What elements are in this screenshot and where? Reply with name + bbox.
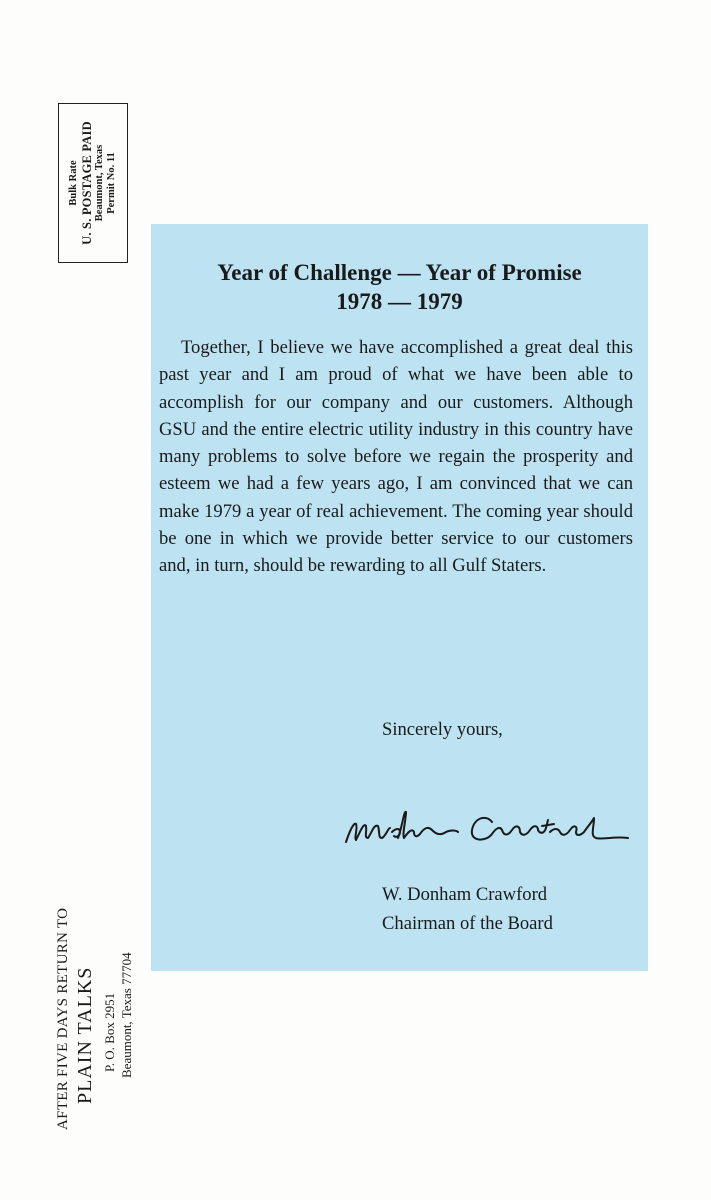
letter-title <box>151 258 648 316</box>
letter-panel <box>151 224 648 971</box>
signatory-block <box>382 880 553 938</box>
return-publication: PLAIN TALKS <box>74 966 97 1104</box>
postage-indicia <box>58 103 128 263</box>
postage-permit: Permit No. 11 <box>105 152 117 214</box>
postage-paid: U. S. POSTAGE PAID <box>80 121 95 245</box>
return-address <box>45 830 145 1130</box>
return-instruction: AFTER FIVE DAYS RETURN TO <box>54 907 71 1130</box>
postage-city: Beaumont, Texas <box>94 144 106 222</box>
letter-closing: Sincerely yours, <box>382 719 503 740</box>
signatory-title: Chairman of the Board <box>382 913 553 934</box>
letter-title-line1: Year of Challenge — Year of Promise <box>217 260 582 285</box>
postage-bulk-rate: Bulk Rate <box>68 160 80 206</box>
return-po-box: P. O. Box 2951 <box>102 992 118 1072</box>
signatory-name: W. Donham Crawford <box>382 884 548 905</box>
return-city: Beaumont, Texas 77704 <box>119 952 135 1078</box>
postage-indicia-text <box>58 103 128 263</box>
letter-title-line2: 1978 — 1979 <box>336 289 463 314</box>
return-address-text <box>45 830 145 1130</box>
letter-body: Together, I believe we have accomplished a great deal this past year and I am proud of what we have been able to accomplish for our company and our customers. Although GSU and the entire electric utility industry in this country have many problems to solve before we regain the prosperity and esteem we had a few years ago, I am convinced that we can make 1979 a year of real achievement. The coming year should be one in which we provide better service to our customers and, in turn, should be rewarding to all Gulf Staters. <box>159 337 633 577</box>
handwritten-signature <box>340 802 635 852</box>
